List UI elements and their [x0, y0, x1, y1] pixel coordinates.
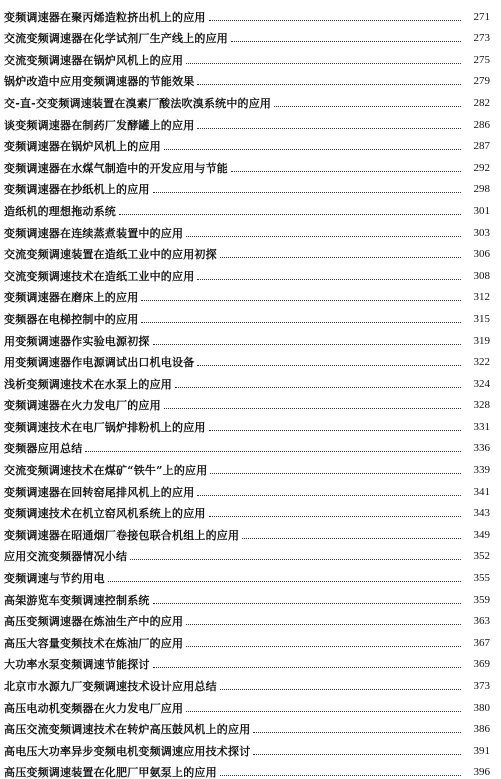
toc-entry-title: 浅析变频调速技术在水泵上的应用: [4, 377, 172, 391]
toc-entry-title: 高压电动机变频器在火力发电厂应用: [4, 701, 184, 715]
toc-entry-title: 高压变频调速装置在化肥厂甲氨泵上的应用: [4, 766, 217, 779]
toc-entry-title: 变频调速器在水煤气制造中的开发应用与节能: [4, 161, 228, 175]
toc-entry[interactable]: [4, 24, 490, 46]
dot-leader: [197, 128, 461, 129]
dot-leader: [164, 408, 461, 409]
toc-entry[interactable]: [4, 2, 490, 24]
dot-leader: [220, 775, 461, 776]
table-of-contents: [4, 2, 490, 779]
toc-entry[interactable]: [4, 499, 490, 521]
dot-leader: [197, 365, 461, 366]
toc-entry[interactable]: [4, 671, 490, 693]
dot-leader: [186, 646, 461, 647]
toc-entry-title: 变频调速器在火力发电厂的应用: [4, 399, 161, 413]
toc-entry-page-number: 369: [473, 658, 490, 671]
toc-entry-page-number: 287: [473, 140, 490, 153]
dot-leader: [130, 559, 461, 560]
toc-entry[interactable]: [4, 758, 490, 779]
dot-leader: [141, 322, 461, 323]
toc-entry-title: 锅炉改造中应用变频调速器的节能效果: [4, 75, 195, 89]
toc-entry-title: 交流变频调速装置在造纸工业中的应用初探: [4, 248, 217, 262]
toc-entry-page-number: 396: [473, 766, 490, 779]
toc-entry[interactable]: [4, 477, 490, 499]
toc-entry[interactable]: [4, 455, 490, 477]
dot-leader: [186, 63, 461, 64]
toc-entry-title: 交流变频调速技术在煤矿“铁牛”上的应用: [4, 464, 208, 478]
dot-leader: [153, 667, 461, 668]
toc-entry-title: 变频调速器在聚丙烯造粒挤出机上的应用: [4, 10, 206, 24]
toc-entry-page-number: 367: [473, 636, 490, 649]
dot-leader: [85, 451, 461, 452]
dot-leader: [186, 711, 461, 712]
toc-entry-page-number: 328: [473, 399, 490, 412]
dot-leader: [119, 214, 461, 215]
dot-leader: [210, 473, 461, 474]
toc-entry-title: 高电压大功率异步变频电机变频调速应用技术探讨: [4, 744, 251, 758]
dot-leader: [253, 754, 461, 755]
toc-entry-page-number: 380: [473, 701, 490, 714]
toc-entry-page-number: 343: [473, 507, 490, 520]
toc-entry-title: 高压变频调速器在炼油生产中的应用: [4, 615, 184, 629]
dot-leader: [231, 41, 461, 42]
toc-entry-title: 高压大容量变频技术在炼油厂的应用: [4, 636, 184, 650]
toc-entry-title: 变频器应用总结: [4, 442, 83, 456]
toc-entry[interactable]: [4, 196, 490, 218]
toc-entry-page-number: 312: [473, 291, 490, 304]
toc-entry-page-number: 355: [473, 572, 490, 585]
toc-entry-page-number: 315: [473, 312, 490, 325]
toc-entry[interactable]: [4, 434, 490, 456]
toc-entry-page-number: 292: [473, 161, 490, 174]
toc-entry[interactable]: [4, 736, 490, 758]
dot-leader: [153, 344, 461, 345]
toc-entry-title: 变频调速器在锅炉风机上的应用: [4, 140, 161, 154]
toc-entry-page-number: 359: [473, 593, 490, 606]
toc-entry-title: 交流变频调速器在锅炉风机上的应用: [4, 53, 184, 67]
toc-entry-page-number: 331: [473, 420, 490, 433]
toc-entry-title: 交流变频调速技术在造纸工业中的应用: [4, 269, 195, 283]
toc-entry-page-number: 286: [473, 118, 490, 131]
dot-leader: [242, 538, 461, 539]
toc-entry[interactable]: [4, 650, 490, 672]
toc-entry-page-number: 301: [473, 204, 490, 217]
dot-leader: [209, 516, 461, 517]
dot-leader: [253, 732, 461, 733]
toc-entry[interactable]: [4, 67, 490, 89]
toc-entry[interactable]: [4, 585, 490, 607]
toc-entry-page-number: 363: [473, 615, 490, 628]
toc-entry-page-number: 279: [473, 75, 490, 88]
dot-leader: [186, 236, 461, 237]
toc-entry-page-number: 341: [473, 485, 490, 498]
toc-entry-page-number: 319: [473, 334, 490, 347]
toc-entry-title: 高压交流变频调速技术在转炉高压鼓风机上的应用: [4, 723, 251, 737]
toc-entry-page-number: 273: [473, 32, 490, 45]
toc-entry[interactable]: [4, 326, 490, 348]
toc-entry-title: 交流变频调速器在化学试剂厂生产线上的应用: [4, 32, 228, 46]
toc-entry-page-number: 391: [473, 744, 490, 757]
toc-entry-title: 北京市水源九厂变频调速技术设计应用总结: [4, 680, 217, 693]
toc-entry-page-number: 324: [473, 377, 490, 390]
toc-entry[interactable]: [4, 153, 490, 175]
toc-entry-title: 应用交流变频器情况小结: [4, 550, 128, 564]
toc-entry-page-number: 308: [473, 269, 490, 282]
toc-entry[interactable]: [4, 693, 490, 715]
toc-entry-page-number: 282: [473, 96, 490, 109]
toc-entry[interactable]: [4, 110, 490, 132]
toc-entry[interactable]: [4, 520, 490, 542]
toc-entry[interactable]: [4, 218, 490, 240]
dot-leader: [220, 689, 461, 690]
toc-entry[interactable]: [4, 412, 490, 434]
toc-entry-page-number: 275: [473, 53, 490, 66]
toc-entry-title: 用变频调速器作实验电源初探: [4, 334, 150, 348]
toc-entry-page-number: 322: [473, 356, 490, 369]
toc-entry-title: 变频调速与节约用电: [4, 572, 105, 586]
toc-entry-title: 变频调速器在回转窑尾排风机上的应用: [4, 485, 195, 499]
dot-leader: [175, 387, 461, 388]
toc-entry[interactable]: [4, 261, 490, 283]
toc-entry[interactable]: [4, 391, 490, 413]
dot-leader: [231, 171, 461, 172]
toc-entry-title: 变频调速器在昭通烟厂卷接包联合机组上的应用: [4, 528, 240, 542]
toc-entry-page-number: 339: [473, 464, 490, 477]
dot-leader: [108, 581, 461, 582]
toc-entry[interactable]: [4, 88, 490, 110]
toc-entry[interactable]: [4, 628, 490, 650]
toc-entry[interactable]: [4, 132, 490, 154]
dot-leader: [186, 624, 461, 625]
toc-entry-title: 谈变频调速器在制药厂发酵罐上的应用: [4, 118, 195, 132]
toc-entry-title: 交-直-交变频调速装置在溴素厂酸法吹溴系统中的应用: [4, 96, 272, 110]
toc-entry[interactable]: [4, 45, 490, 67]
dot-leader: [197, 84, 461, 85]
toc-entry-title: 变频调速技术在机立窑风机系统上的应用: [4, 507, 206, 521]
dot-leader: [153, 192, 461, 193]
toc-entry[interactable]: [4, 542, 490, 564]
dot-leader: [197, 279, 461, 280]
toc-entry-title: 造纸机的理想拖动系统: [4, 204, 116, 218]
toc-entry-page-number: 306: [473, 248, 490, 261]
dot-leader: [153, 603, 461, 604]
toc-entry-page-number: 373: [473, 680, 490, 692]
toc-entry[interactable]: [4, 175, 490, 197]
toc-entry-page-number: 349: [473, 528, 490, 541]
toc-entry[interactable]: [4, 607, 490, 629]
toc-entry[interactable]: [4, 369, 490, 391]
toc-entry-page-number: 298: [473, 183, 490, 196]
dot-leader: [209, 430, 461, 431]
toc-entry[interactable]: [4, 348, 490, 370]
toc-entry-page-number: 271: [473, 10, 490, 23]
toc-entry[interactable]: [4, 715, 490, 737]
toc-entry-page-number: 352: [473, 550, 490, 563]
toc-entry[interactable]: [4, 240, 490, 262]
toc-entry-page-number: 336: [473, 442, 490, 455]
dot-leader: [220, 257, 461, 258]
toc-entry[interactable]: [4, 563, 490, 585]
dot-leader: [141, 300, 461, 301]
toc-entry-title: 大功率水泵变频调速节能探讨: [4, 658, 150, 672]
toc-entry-title: 变频调速器在抄纸机上的应用: [4, 183, 150, 197]
dot-leader: [197, 495, 461, 496]
toc-entry-title: 变频调速器在磨床上的应用: [4, 291, 139, 305]
toc-entry-title: 变频调速技术在电厂锅炉排粉机上的应用: [4, 420, 206, 434]
toc-entry-title: 变频器在电梯控制中的应用: [4, 312, 139, 326]
dot-leader: [274, 106, 461, 107]
toc-entry-title: 高架游览车变频调速控制系统: [4, 593, 150, 607]
toc-entry[interactable]: [4, 283, 490, 305]
toc-entry-title: 用变频调速器作电源调试出口机电设备: [4, 356, 195, 370]
dot-leader: [209, 20, 461, 21]
toc-entry-page-number: 303: [473, 226, 490, 239]
toc-entry[interactable]: [4, 304, 490, 326]
toc-entry-page-number: 386: [473, 723, 490, 736]
dot-leader: [164, 149, 461, 150]
toc-entry-title: 变频调速器在连续蒸煮装置中的应用: [4, 226, 184, 240]
